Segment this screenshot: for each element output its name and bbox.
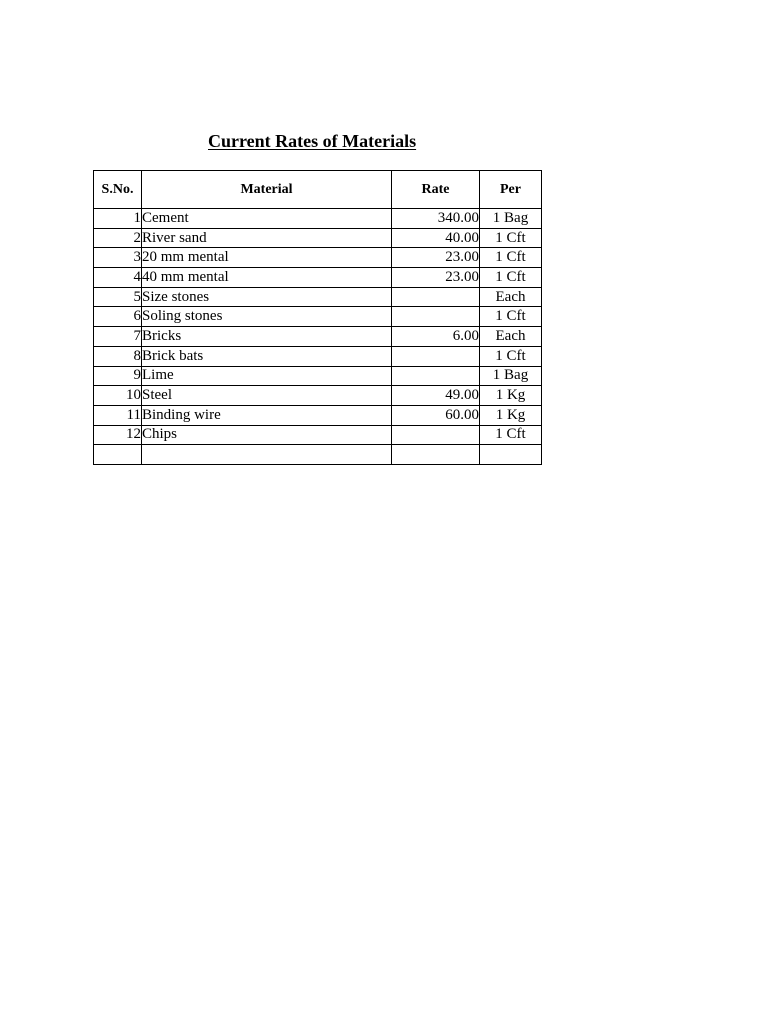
- cell-rate: [392, 425, 480, 445]
- header-sno: S.No.: [94, 171, 142, 209]
- table-row: [94, 405, 542, 425]
- cell-sno: 12: [94, 425, 142, 445]
- cell-sno: 6: [94, 307, 142, 327]
- table-row: [94, 268, 542, 288]
- cell-material: Bricks: [142, 327, 392, 347]
- cell-rate: 23.00: [392, 248, 480, 268]
- cell-per: 1 Kg: [480, 386, 542, 406]
- table-row: [94, 346, 542, 366]
- cell-sno: 11: [94, 405, 142, 425]
- cell-material: Soling stones: [142, 307, 392, 327]
- cell-material: Brick bats: [142, 346, 392, 366]
- cell-sno: 3: [94, 248, 142, 268]
- cell-rate: 6.00: [392, 327, 480, 347]
- cell-per: 1 Cft: [480, 228, 542, 248]
- cell-material: 20 mm mental: [142, 248, 392, 268]
- table-row: [94, 228, 542, 248]
- cell-sno: 5: [94, 287, 142, 307]
- cell-material: Steel: [142, 386, 392, 406]
- cell-sno: 10: [94, 386, 142, 406]
- table-row: [94, 386, 542, 406]
- cell-rate: 340.00: [392, 209, 480, 229]
- cell-per: 1 Cft: [480, 268, 542, 288]
- cell-material: River sand: [142, 228, 392, 248]
- cell-per: Each: [480, 327, 542, 347]
- cell-per: 1 Cft: [480, 346, 542, 366]
- cell-material: Lime: [142, 366, 392, 386]
- table-row: [94, 209, 542, 229]
- table-body: [94, 209, 542, 465]
- cell-sno: 9: [94, 366, 142, 386]
- cell-per: 1 Bag: [480, 366, 542, 386]
- table-row: [94, 327, 542, 347]
- page-title: Current Rates of Materials: [208, 131, 417, 151]
- header-per: Per: [480, 171, 542, 209]
- cell-per: [480, 445, 542, 465]
- cell-per: 1 Bag: [480, 209, 542, 229]
- cell-material: Cement: [142, 209, 392, 229]
- cell-material: 40 mm mental: [142, 268, 392, 288]
- table-row: [94, 307, 542, 327]
- cell-sno: 4: [94, 268, 142, 288]
- table-row: [94, 248, 542, 268]
- cell-per: 1 Cft: [480, 425, 542, 445]
- cell-rate: [392, 366, 480, 386]
- cell-sno: 2: [94, 228, 142, 248]
- table-row: [94, 287, 542, 307]
- cell-material: Chips: [142, 425, 392, 445]
- cell-rate: [392, 445, 480, 465]
- materials-rate-table: [93, 170, 542, 465]
- cell-material: [142, 445, 392, 465]
- cell-material: Binding wire: [142, 405, 392, 425]
- table-header-row: [94, 171, 542, 209]
- cell-per: 1 Cft: [480, 307, 542, 327]
- cell-material: Size stones: [142, 287, 392, 307]
- table-row: [94, 425, 542, 445]
- cell-per: 1 Cft: [480, 248, 542, 268]
- cell-per: Each: [480, 287, 542, 307]
- cell-rate: [392, 307, 480, 327]
- cell-rate: 40.00: [392, 228, 480, 248]
- cell-rate: [392, 287, 480, 307]
- header-material: Material: [142, 171, 392, 209]
- cell-sno: 1: [94, 209, 142, 229]
- table-row: [94, 445, 542, 465]
- cell-rate: 23.00: [392, 268, 480, 288]
- cell-sno: [94, 445, 142, 465]
- cell-rate: [392, 346, 480, 366]
- cell-per: 1 Kg: [480, 405, 542, 425]
- header-rate: Rate: [392, 171, 480, 209]
- table-row: [94, 366, 542, 386]
- cell-rate: 49.00: [392, 386, 480, 406]
- cell-sno: 8: [94, 346, 142, 366]
- cell-sno: 7: [94, 327, 142, 347]
- cell-rate: 60.00: [392, 405, 480, 425]
